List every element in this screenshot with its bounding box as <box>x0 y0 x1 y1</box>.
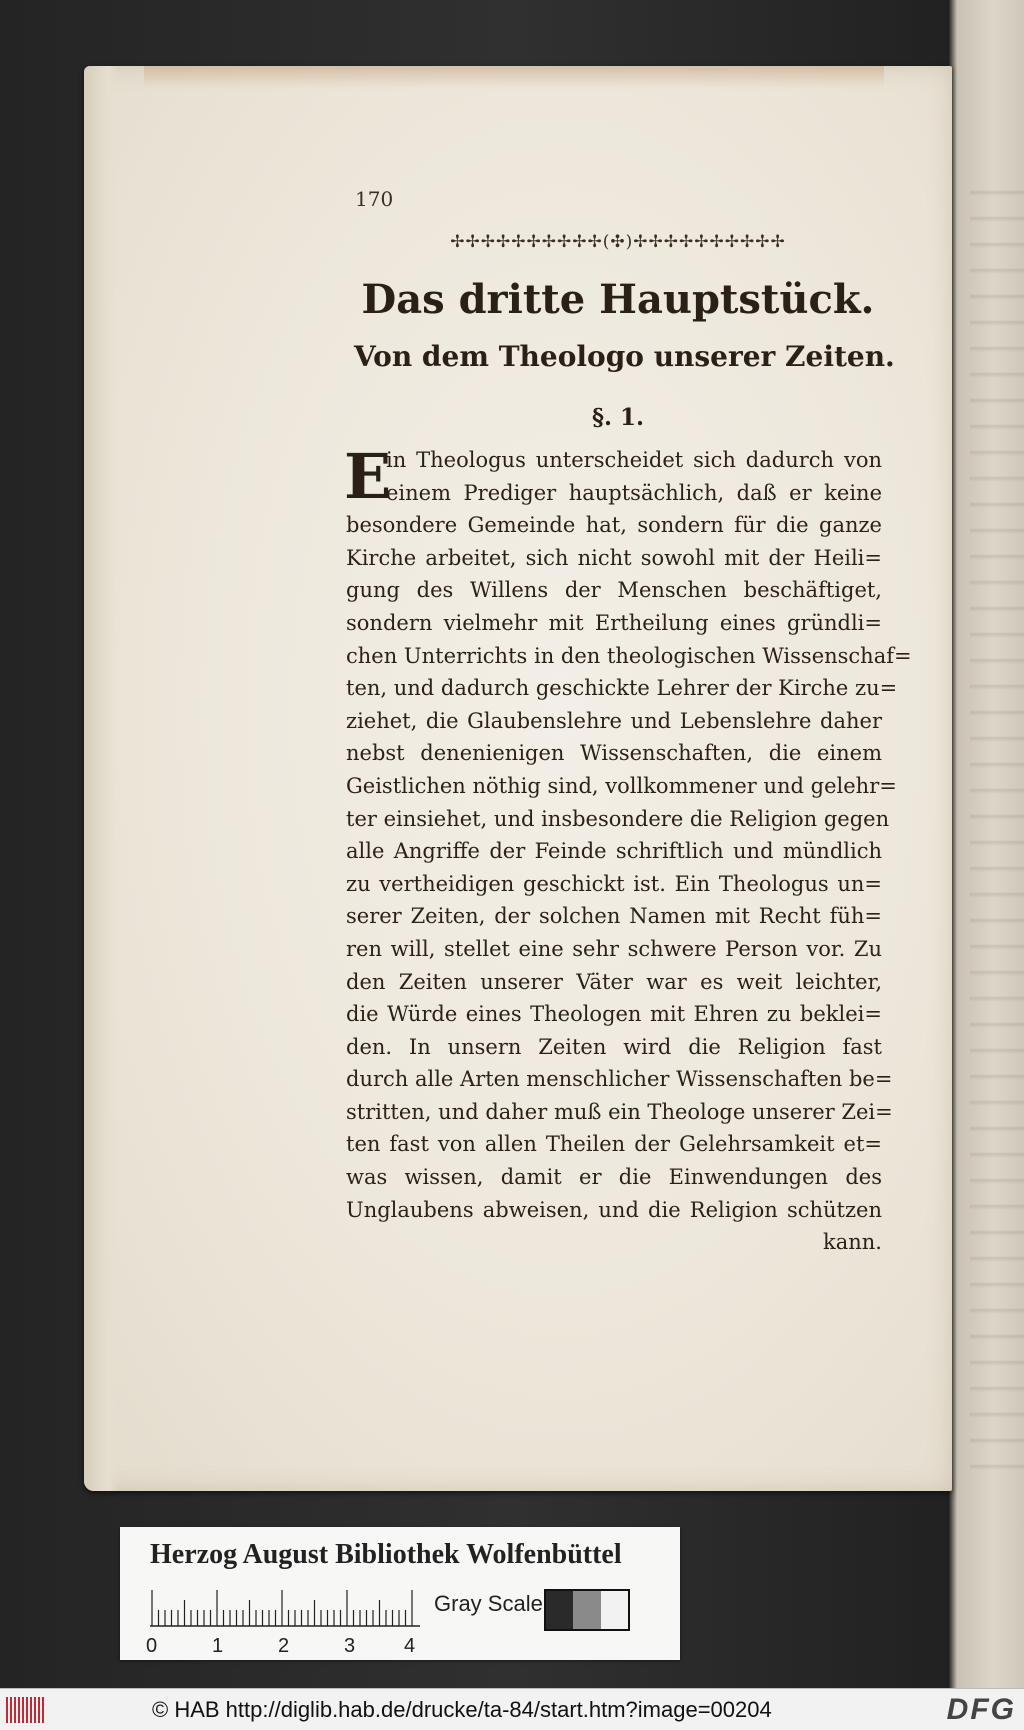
text-line-last: kann. <box>823 1230 882 1255</box>
text-line: Unglaubens abweisen, und die Religion schützen <box>346 1197 882 1222</box>
text-line: was wissen, damit er die Einwendungen des <box>346 1165 882 1190</box>
facing-page-edge <box>948 0 1024 1688</box>
text-line: in Theologus unterscheidet sich dadurch von <box>386 448 882 472</box>
ruler-number: 2 <box>278 1635 290 1657</box>
barcode-icon <box>6 1697 46 1723</box>
text-line: stritten, und daher muß ein Theologe unserer Zei= <box>346 1099 893 1124</box>
text-line: chen Unterrichts in den theologischen Wissenschaf= <box>346 643 912 668</box>
text-line: besondere Gemeinde hat, sondern für die ganze <box>346 513 882 538</box>
chapter-title: Das dritte Hauptstück. <box>361 276 875 323</box>
chapter-subtitle: Von dem Theologo unserer Zeiten. <box>354 340 895 373</box>
text-line: Kirche arbeitet, sich nicht sowohl mit der Heili= <box>346 545 882 570</box>
text-line: alle Angriffe der Feinde schriftlich und mündlich <box>346 839 882 864</box>
text-line: den. In unsern Zeiten wird die Religion fast <box>346 1034 882 1059</box>
gray-scale-label: Gray Scale <box>434 1591 543 1616</box>
text-line: ten fast von allen Theilen der Gelehrsamkeit et= <box>346 1132 882 1157</box>
library-label-card <box>120 1527 680 1660</box>
library-name: Herzog August Bibliothek Wolfenbüttel <box>150 1539 622 1570</box>
dfg-logo: DFG <box>946 1693 1016 1726</box>
ruler-number: 4 <box>404 1635 416 1657</box>
text-line: ter einsiehet, und insbesondere die Religion gegen <box>346 806 890 831</box>
drop-cap: E <box>344 440 392 513</box>
text-line: sondern vielmehr mit Ertheilung eines gründli= <box>346 610 882 635</box>
footer-bar <box>0 1688 1024 1730</box>
gray-scale-swatches <box>544 1589 630 1631</box>
text-line: durch alle Arten menschlicher Wissenschaften be= <box>346 1067 893 1092</box>
gray-swatch-light <box>601 1591 628 1629</box>
text-line: zu vertheidigen geschickt ist. Ein Theologus un= <box>346 871 882 896</box>
text-line: ziehet, die Glaubenslehre und Lebenslehre daher <box>346 708 882 733</box>
scale-ruler <box>150 1589 420 1627</box>
body-text <box>344 440 912 1259</box>
facing-page-bleed-through <box>970 170 1024 1470</box>
ruler-number: 3 <box>344 1635 356 1657</box>
text-line: die Würde eines Theologen mit Ehren zu beklei= <box>346 1002 882 1027</box>
text-line: ten, und dadurch geschickte Lehrer der Kirche zu= <box>346 676 898 701</box>
text-line: nebst denenienigen Wissenschaften, die einem <box>346 741 882 766</box>
text-line: gung des Willens der Menschen beschäftiget, <box>346 578 882 603</box>
footer-source-url[interactable]: © HAB http://diglib.hab.de/drucke/ta-84/start.htm?image=00204 <box>152 1697 772 1722</box>
section-mark: §. 1. <box>591 404 645 431</box>
ornament-rule: ✢✢✢✢✢✢✢✢✢✢(✣)✢✢✢✢✢✢✢✢✢✢ <box>450 232 786 252</box>
gray-swatch-mid <box>573 1591 600 1629</box>
text-line: den Zeiten unserer Väter war es weit leichter, <box>346 969 882 994</box>
text-line: Geistlichen nöthig sind, vollkommener und gelehr= <box>346 773 897 798</box>
text-line: ren will, stellet eine sehr schwere Person vor. Zu <box>346 936 882 961</box>
ruler-number: 0 <box>146 1635 158 1657</box>
gray-swatch-dark <box>546 1591 573 1629</box>
text-line: einem Prediger hauptsächlich, daß er keine <box>386 480 882 505</box>
page-number: 170 <box>355 187 394 211</box>
text-line: serer Zeiten, der solchen Namen mit Recht füh= <box>346 904 882 929</box>
ruler-number: 1 <box>212 1635 224 1657</box>
